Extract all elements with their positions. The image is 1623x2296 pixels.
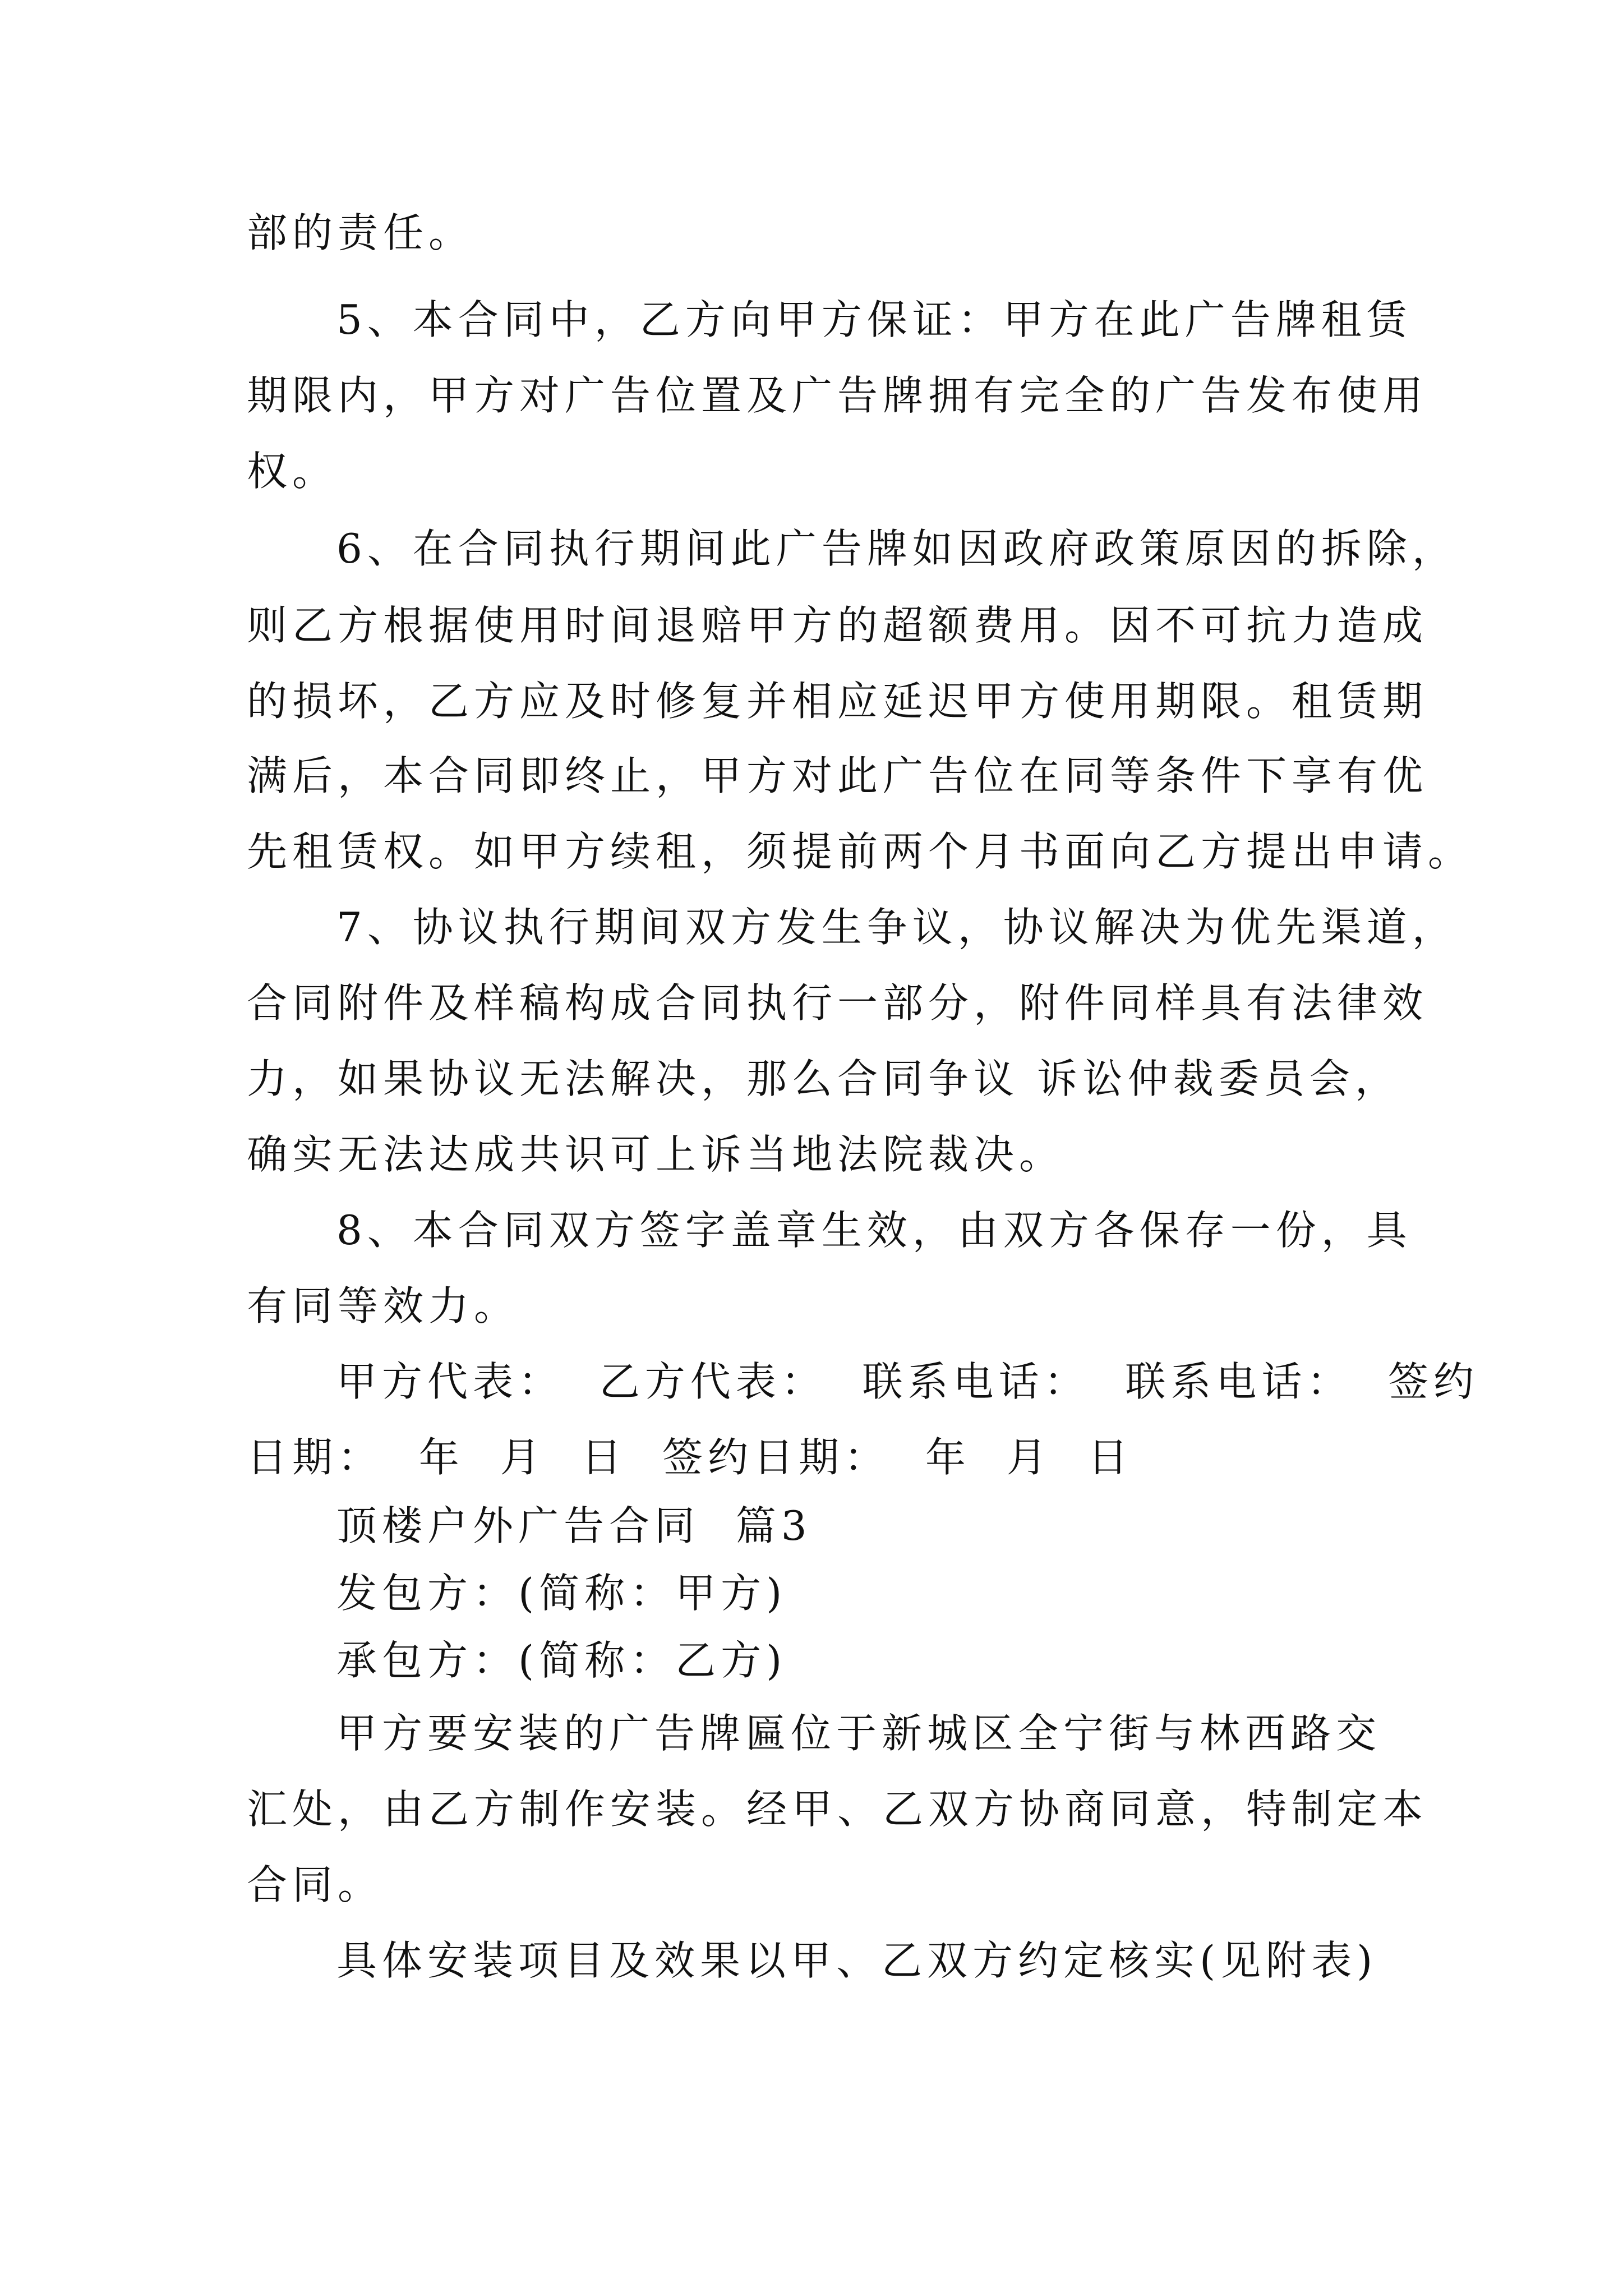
text-line: 的损坏，乙方应及时修复并相应延迟甲方使用期限。租赁期 [247,678,1428,725]
text-line: 先租赁权。如甲方续租，须提前两个月书面向乙方提出申请。 [247,828,1474,875]
clause-8-line: 8、本合同双方签字盖章生效，由双方各保存一份，具 [336,1207,1412,1254]
clause-6-line: 6、在合同执行期间此广告牌如因政府政策原因的拆除， [336,525,1458,572]
text-line: 部的责任。 [247,209,474,256]
paragraph-line: 甲方要安装的广告牌匾位于新城区全宁街与林西路交 [336,1710,1382,1757]
section-title: 顶楼户外广告合同 篇3 [336,1502,812,1549]
signature-line: 甲方代表： 乙方代表： 联系电话： 联系电话： 签约 [336,1358,1479,1405]
text-line: 期限内，甲方对广告位置及广告牌拥有完全的广告发布使用 [247,372,1428,419]
text-line: 满后，本合同即终止，甲方对此广告位在同等条件下享有优 [247,752,1428,799]
text-line: 则乙方根据使用时间退赔甲方的超额费用。因不可抗力造成 [247,602,1428,649]
clause-5-line: 5、本合同中，乙方向甲方保证：甲方在此广告牌租赁 [336,296,1412,343]
text-line: 权。 [247,448,338,495]
text-line: 合同附件及样稿构成合同执行一部分，附件同样具有法律效 [247,979,1428,1027]
text-line: 汇处，由乙方制作安装。经甲、乙双方协商同意，特制定本 [247,1786,1428,1833]
text-line: 确实无法达成共识可上诉当地法院裁决。 [247,1131,1065,1178]
text-line: 有同等效力。 [247,1282,520,1329]
party-a-line: 发包方：(简称：甲方) [336,1570,787,1617]
party-b-line: 承包方：(简称：乙方) [336,1637,787,1684]
text-line: 合同。 [247,1861,384,1908]
text-line: 力，如果协议无法解决，那么合同争议 诉讼仲裁委员会， [247,1055,1400,1102]
signature-date-line: 日期： 年 月 日 签约日期： 年 月 日 [247,1434,1133,1481]
paragraph-line: 具体安装项目及效果以甲、乙双方约定核实(见附表) [336,1937,1378,1984]
clause-7-line: 7、协议执行期间双方发生争议，协议解决为优先渠道， [336,904,1458,951]
